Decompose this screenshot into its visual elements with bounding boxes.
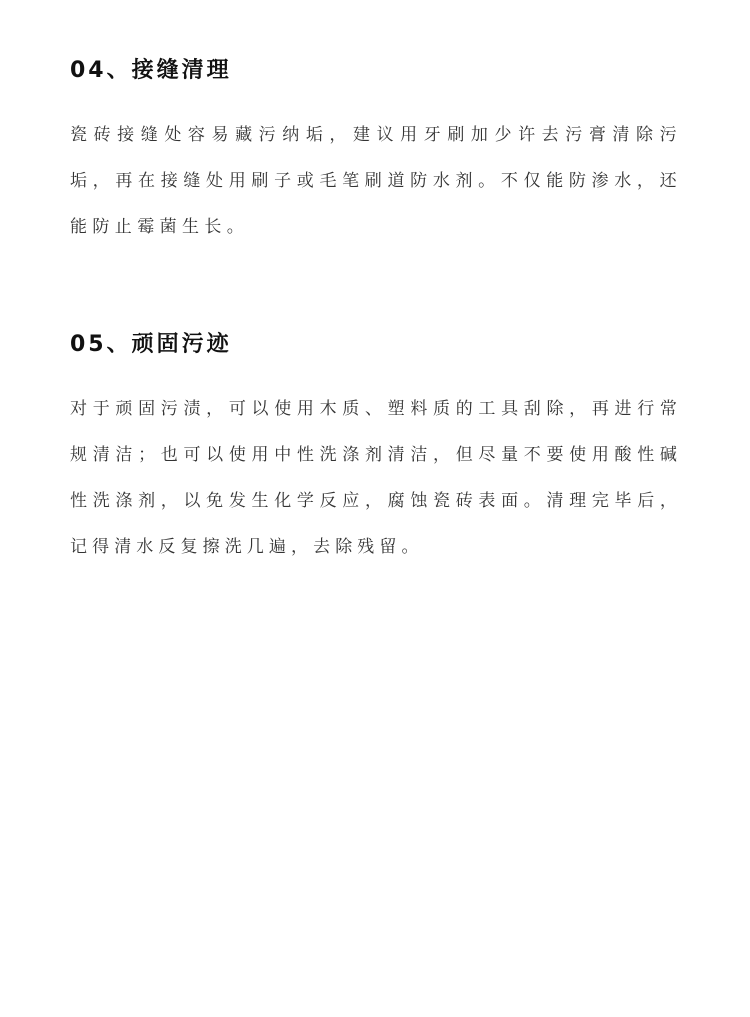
section-heading: 04、接缝清理 <box>70 58 232 83</box>
section-heading: 05、顽固污迹 <box>70 332 232 357</box>
section-joint-cleaning <box>70 56 682 250</box>
section-body-text: 对于顽固污渍，可以使用木质、塑料质的工具刮除，再进行常规清洁；也可以使用中性洗涤剂清洁，但尽量不要使用酸性碱性洗涤剂，以免发生化学反应，腐蚀瓷砖表面。清理完毕后，记得清水反复擦洗几遍，去除残留。 <box>70 399 682 557</box>
section-body-text: 瓷砖接缝处容易藏污纳垢，建议用牙刷加少许去污膏清除污垢，再在接缝处用刷子或毛笔刷道防水剂。不仅能防渗水，还能防止霉菌生长。 <box>70 125 682 237</box>
section-stubborn-stains <box>70 330 682 570</box>
